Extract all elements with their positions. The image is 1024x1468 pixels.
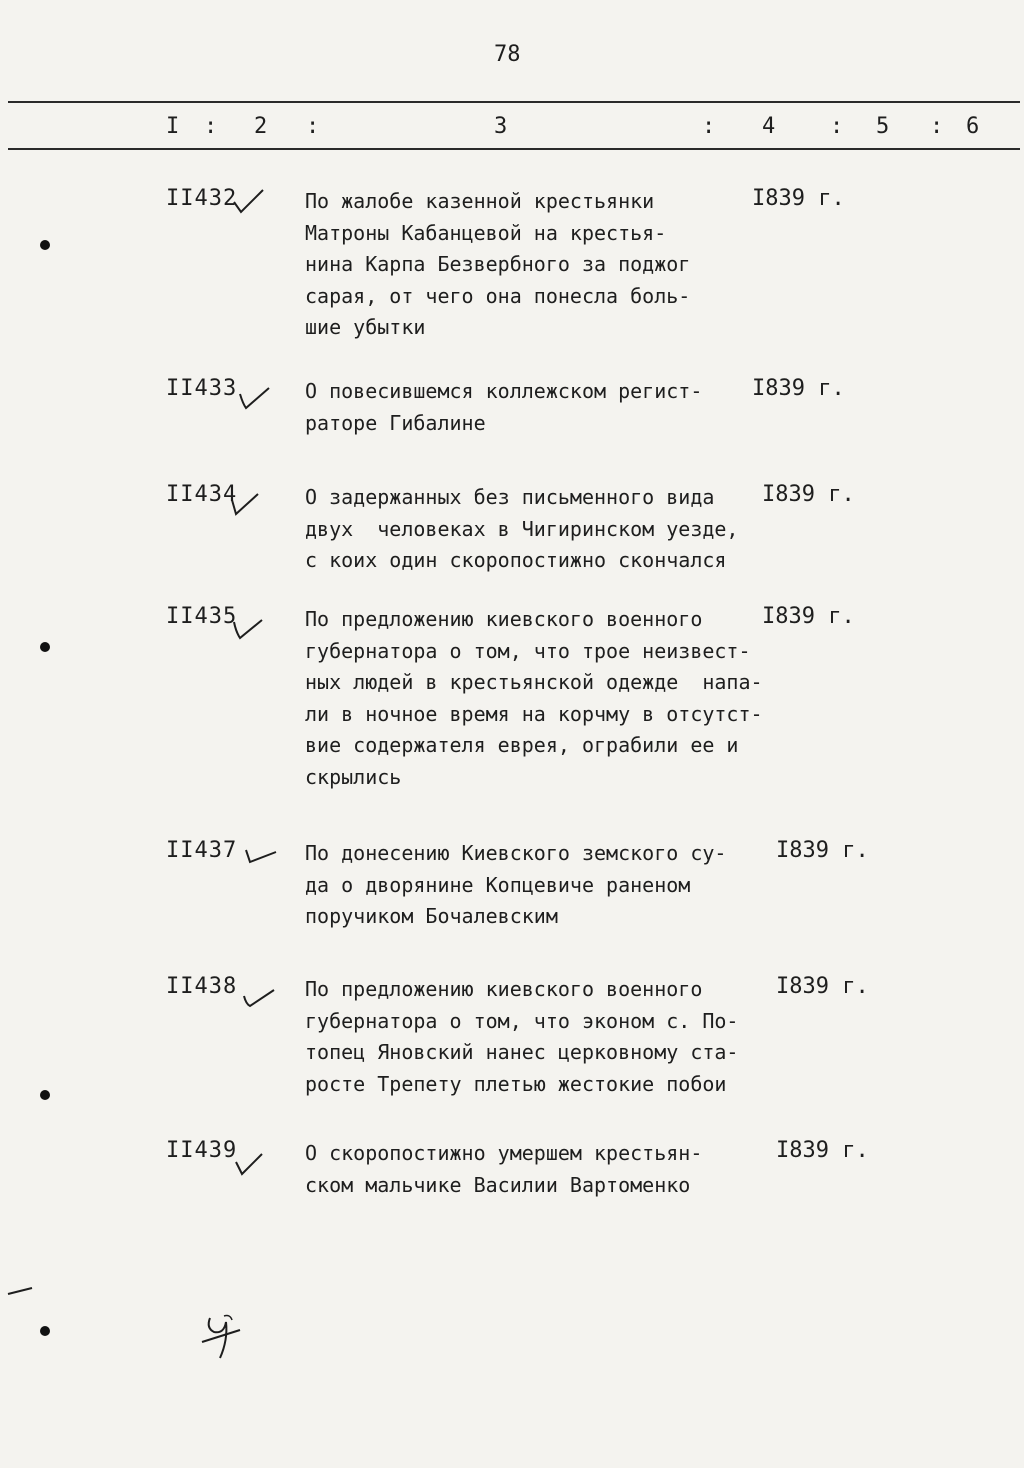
entry-number: II433: [166, 376, 238, 401]
entry-date: I839 г.: [776, 974, 869, 999]
column-header-3: 3: [494, 114, 508, 139]
entry-date: I839 г.: [762, 604, 855, 629]
punch-hole: [40, 240, 50, 250]
entry-description: По донесению Киевского земского су- да о дворянине Копцевиче раненом поручиком Бочалевским: [305, 841, 727, 928]
entry-description: О повесившемся коллежском регист- раторе Гибалине: [305, 379, 703, 435]
entry-date: I839 г.: [752, 376, 845, 401]
page-number: 78: [494, 42, 521, 67]
punch-hole: [40, 1326, 50, 1336]
punch-hole: [40, 1090, 50, 1100]
entry-description: По предложению киевского военного губернатора о том, что трое неизвест- ных людей в крестьянской одежде напа- ли в ночное время на корчму в отсутст- вие содержателя еврея, ограбили ее и скрылись: [305, 607, 763, 789]
entry-date: I839 г.: [776, 1138, 869, 1163]
column-header-4: 4: [762, 114, 776, 139]
entry-description: О скоропостижно умершем крестьян- ском мальчике Василии Вартоменко: [305, 1141, 703, 1197]
punch-hole: [40, 642, 50, 652]
checkmark-icon: [242, 844, 278, 868]
entry-date: I839 г.: [776, 838, 869, 863]
entry-number: II434: [166, 482, 238, 507]
column-header-1: I: [166, 114, 180, 139]
column-separator: :: [930, 114, 944, 139]
entry-number: II435: [166, 604, 238, 629]
entry-number: II432: [166, 186, 238, 211]
header-rule-bottom: [8, 148, 1020, 150]
header-rule-top: [8, 101, 1020, 103]
checkmark-icon: [232, 188, 266, 216]
column-separator: :: [830, 114, 844, 139]
checkmark-icon: [240, 984, 276, 1010]
checkmark-icon: [232, 1146, 266, 1178]
handwritten-signature: [196, 1310, 248, 1364]
entry-description: По жалобе казенной крестьянки Матроны Кабанцевой на крестья- нина Карпа Безвербного за поджог сарая, от чего она понесла боль- шие убытки: [305, 189, 691, 339]
checkmark-icon: [228, 488, 262, 518]
entry-number: II439: [166, 1138, 238, 1163]
column-header-5: 5: [876, 114, 890, 139]
entry-date: I839 г.: [752, 186, 845, 211]
entry-description: По предложению киевского военного губернатора о том, что эконом с. По- топец Яновский нанес церковному ста- росте Трепету плетью жестокие побои: [305, 977, 739, 1096]
checkmark-icon: [232, 614, 266, 644]
entry-description: О задержанных без письменного вида двух человеках в Чигиринском уезде, с коих один скоропостижно скончался: [305, 485, 739, 572]
column-separator: :: [306, 114, 320, 139]
entry-date: I839 г.: [762, 482, 855, 507]
column-header-2: 2: [254, 114, 268, 139]
column-header-6: 6: [966, 114, 980, 139]
checkmark-icon: [238, 384, 272, 412]
column-separator: :: [204, 114, 218, 139]
entry-number: II438: [166, 974, 238, 999]
column-separator: :: [702, 114, 716, 139]
margin-dash-mark: [6, 1284, 36, 1296]
entry-number: II437: [166, 838, 238, 863]
